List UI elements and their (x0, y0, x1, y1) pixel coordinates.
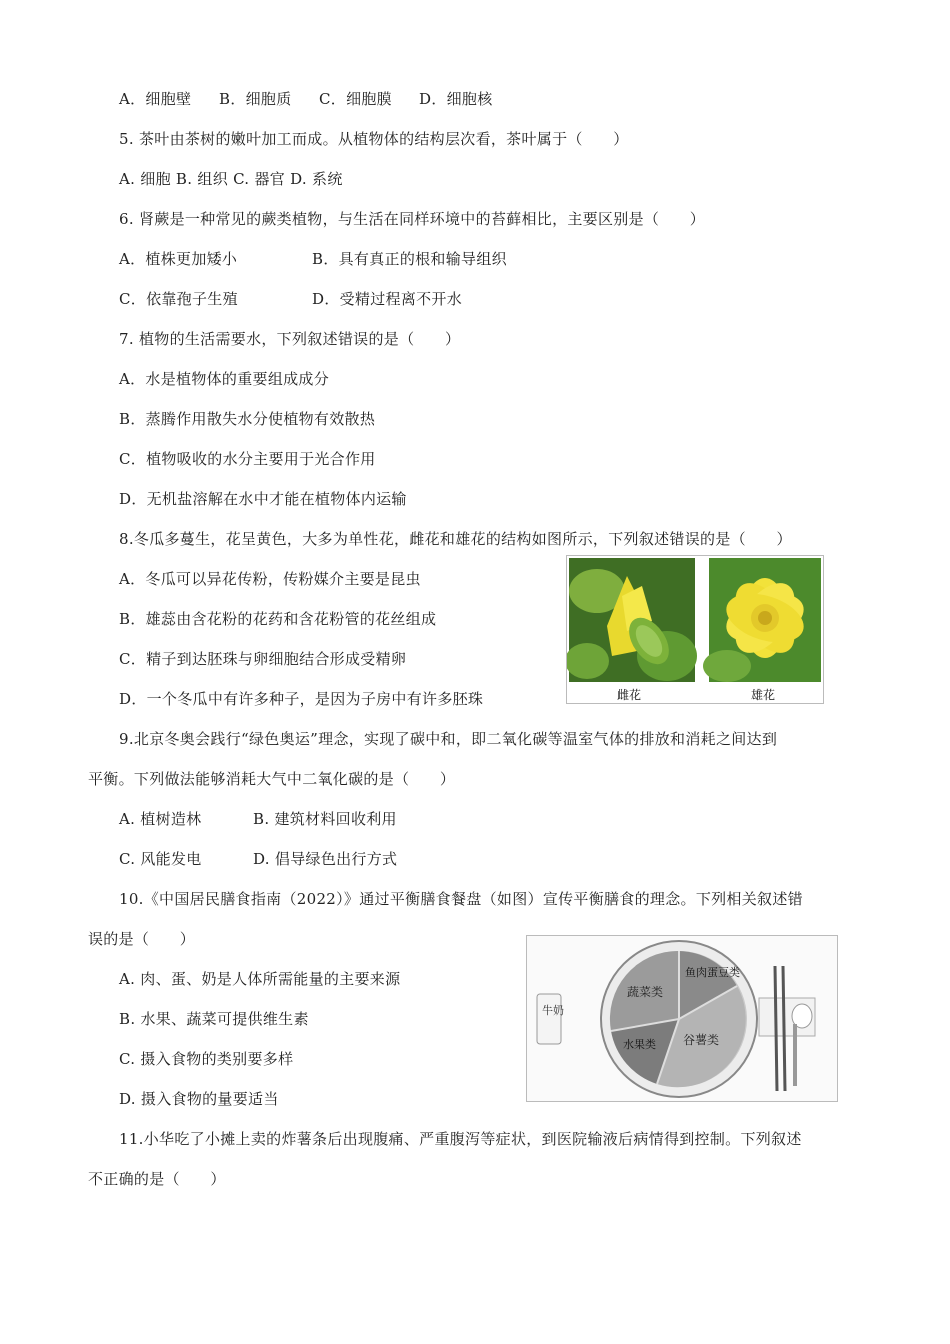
label-male-flower: 雄花 (751, 688, 776, 702)
grains-label: 谷薯类 (683, 1033, 720, 1047)
q8-option-b: B．雄蕊由含花粉的花药和含花粉管的花丝组成 (119, 610, 437, 628)
q9-options-row2 (119, 849, 397, 869)
chopstick-icon (783, 966, 785, 1091)
q4-option-c: C．细胞膜 (319, 90, 392, 108)
q6-option-c: C．依靠孢子生殖 (119, 290, 238, 308)
q9-options-row1 (119, 809, 397, 829)
q10-option-b: B. 水果、蔬菜可提供维生素 (119, 1010, 309, 1028)
q9-option-a: A. 植树造林 (119, 810, 202, 828)
label-female-flower: 雌花 (617, 688, 642, 702)
q8-flower-figure (566, 555, 824, 704)
q10-stem-line1: 10.《中国居民膳食指南（2022）》通过平衡膳食餐盘（如图）宣传平衡膳食的理念。下列相关叙述错 (119, 890, 803, 908)
q8-stem: 8.冬瓜多蔓生，花呈黄色，大多为单性花，雌花和雄花的结构如图所示，下列叙述错误的是（ ） (119, 530, 792, 548)
q7-option-c: C．植物吸收的水分主要用于光合作用 (119, 450, 376, 468)
q6-stem: 6. 肾蕨是一种常见的蕨类植物，与生活在同样环境中的苔藓相比，主要区别是（ ） (119, 210, 706, 228)
fruit-label: 水果类 (623, 1038, 656, 1051)
q10-option-c: C. 摄入食物的类别要多样 (119, 1050, 294, 1068)
q9-option-c: C. 风能发电 (119, 850, 202, 868)
q4-option-a: A．细胞壁 (119, 90, 192, 108)
q11-stem-line1: 11.小华吃了小摊上卖的炸薯条后出现腹痛、严重腹泻等症状，到医院输液后病情得到控制。下列叙述 (119, 1130, 802, 1148)
q7-option-d: D．无机盐溶解在水中才能在植物体内运输 (119, 490, 407, 508)
q7-stem: 7. 植物的生活需要水，下列叙述错误的是（ ） (119, 330, 461, 348)
diet-plate-diagram (527, 936, 837, 1101)
q8-option-d: D．一个冬瓜中有许多种子，是因为子房中有许多胚珠 (119, 690, 484, 708)
milk-label: 牛奶 (542, 1004, 564, 1017)
q11-stem-line2: 不正确的是（ ） (88, 1170, 226, 1188)
q6-option-b: B．具有真正的根和输导组织 (312, 250, 507, 268)
q8-option-a: A．冬瓜可以异花传粉，传粉媒介主要是昆虫 (119, 570, 421, 588)
q10-diet-plate-figure (526, 935, 838, 1102)
leaf-shape (703, 650, 751, 682)
leaf-shape (567, 643, 609, 679)
q10-option-a: A. 肉、蛋、奶是人体所需能量的主要来源 (119, 970, 401, 988)
q4-option-d: D．细胞核 (419, 90, 493, 108)
q9-option-b: B. 建筑材料回收利用 (253, 810, 397, 828)
fish-meat-label: 鱼肉蛋豆类 (685, 966, 740, 979)
q6-option-d: D．受精过程离不开水 (312, 290, 463, 308)
q8-option-c: C．精子到达胚珠与卵细胞结合形成受精卵 (119, 650, 407, 668)
vegetables-label: 蔬菜类 (627, 985, 664, 999)
q6-option-a: A．植株更加矮小 (119, 250, 238, 268)
q10-option-d: D. 摄入食物的量要适当 (119, 1090, 279, 1108)
q9-stem-line2: 平衡。下列做法能够消耗大气中二氧化碳的是（ ） (88, 770, 456, 788)
q9-option-d: D. 倡导绿色出行方式 (253, 850, 398, 868)
q10-stem-line2: 误的是（ ） (88, 930, 196, 948)
flower-photos (567, 556, 823, 703)
q6-options-row2 (119, 289, 462, 309)
q7-option-a: A．水是植物体的重要组成成分 (119, 370, 330, 388)
milk-glass (537, 994, 561, 1044)
q4-option-b: B．细胞质 (219, 90, 292, 108)
q9-stem-line1: 9.北京冬奥会践行“绿色奥运”理念，实现了碳中和，即二氧化碳等温室气体的排放和消耗之间达到 (119, 730, 778, 748)
q6-options-row1 (119, 249, 507, 269)
q5-stem: 5. 茶叶由茶树的嫩叶加工而成。从植物体的结构层次看，茶叶属于（ ） (119, 130, 629, 148)
chopstick-icon (775, 966, 777, 1091)
q5-options: A. 细胞 B. 组织 C. 器官 D. 系统 (119, 170, 343, 188)
q7-option-b: B．蒸腾作用散失水分使植物有效散热 (119, 410, 376, 428)
q4-options (119, 89, 493, 109)
